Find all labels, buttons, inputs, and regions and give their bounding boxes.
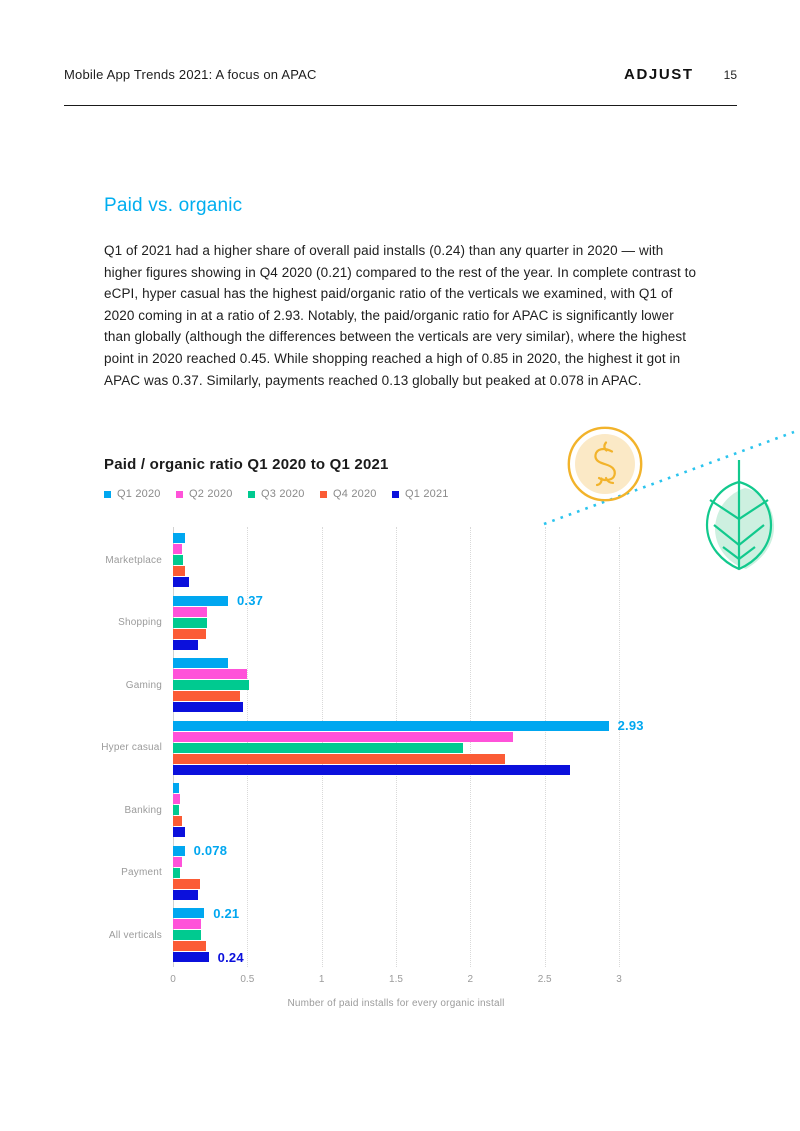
bar <box>173 816 182 826</box>
bar <box>173 941 206 951</box>
bar <box>173 805 179 815</box>
bar <box>173 721 609 731</box>
bar <box>173 577 189 587</box>
bar-line <box>173 533 189 543</box>
bar-line <box>173 629 263 639</box>
bar-line <box>173 607 263 617</box>
bar-line <box>173 680 249 690</box>
chart-row <box>0 843 800 900</box>
bar-line <box>173 919 244 929</box>
bar-line <box>173 555 189 565</box>
legend-swatch <box>176 491 183 498</box>
bar-value-label: 0.21 <box>213 905 240 921</box>
bar-line <box>173 765 644 775</box>
bar <box>173 846 185 856</box>
bar-group <box>173 783 185 837</box>
bar-line <box>173 566 189 576</box>
bar <box>173 827 185 837</box>
legend-swatch <box>248 491 255 498</box>
legend-item <box>104 488 162 500</box>
x-axis-ticks <box>0 974 800 988</box>
bar-line <box>173 577 189 587</box>
bar <box>173 702 243 712</box>
bar-line <box>173 794 185 804</box>
header-right <box>624 66 737 83</box>
bar <box>173 908 204 918</box>
bar <box>173 868 180 878</box>
chart-row <box>0 718 800 775</box>
dollar-coin-icon <box>566 425 644 503</box>
bar-line <box>173 905 244 921</box>
bar-line <box>173 879 227 889</box>
bar-line <box>173 754 644 764</box>
legend-label: Q1 2021 <box>405 488 449 500</box>
bar <box>173 783 179 793</box>
bar-line <box>173 816 185 826</box>
bar <box>173 629 206 639</box>
bar <box>173 857 182 867</box>
legend-swatch <box>104 491 111 498</box>
bar <box>173 879 200 889</box>
bar <box>173 754 505 764</box>
report-title: Mobile App Trends 2021: A focus on APAC <box>64 67 317 82</box>
x-axis-title: Number of paid installs for every organic install <box>287 998 505 1009</box>
bar-line <box>173 783 185 793</box>
bar-line <box>173 718 644 733</box>
bar-line <box>173 743 644 753</box>
dotted-trend-line <box>538 424 800 530</box>
bar-line <box>173 691 249 701</box>
x-tick-label: 2.5 <box>537 974 552 985</box>
category-label: Shopping <box>118 617 162 628</box>
bar <box>173 555 183 565</box>
legend-label: Q4 2020 <box>333 488 377 500</box>
legend-item <box>320 488 378 500</box>
category-label: Payment <box>121 867 162 878</box>
bar-chart <box>0 530 800 1030</box>
bar <box>173 658 228 668</box>
bar-group <box>173 905 244 965</box>
bar <box>173 607 207 617</box>
category-label: Gaming <box>125 679 162 691</box>
bar <box>173 691 240 701</box>
bar-group <box>173 658 249 712</box>
bar <box>173 743 463 753</box>
chart-legend <box>104 488 450 500</box>
x-tick-label: 1 <box>318 974 325 985</box>
category-label: Marketplace <box>105 554 162 566</box>
bar-line <box>173 868 227 878</box>
legend-swatch <box>392 491 399 498</box>
bar-value-label: 2.93 <box>617 718 644 733</box>
bar-group <box>173 593 264 650</box>
bar-line <box>173 618 263 628</box>
bar <box>173 640 198 650</box>
bar-line <box>173 593 264 608</box>
bar-line <box>173 805 185 815</box>
legend-item <box>176 488 234 500</box>
x-tick-label: 0.5 <box>240 974 255 985</box>
bar <box>173 732 513 742</box>
bar-line <box>173 843 228 858</box>
bar <box>173 919 201 929</box>
bar-line <box>173 658 249 668</box>
bar <box>173 890 198 900</box>
legend-label: Q1 2020 <box>117 488 161 500</box>
bar-line <box>173 544 189 554</box>
bar-value-label: 0.37 <box>237 593 264 608</box>
page-header <box>64 66 737 83</box>
chart-row <box>0 905 800 965</box>
chart-title: Paid / organic ratio Q1 2020 to Q1 2021 <box>104 456 389 473</box>
chart-row <box>0 533 800 587</box>
bar-value-label: 0.24 <box>217 949 244 965</box>
chart-rows <box>0 530 800 965</box>
legend-label: Q2 2020 <box>189 488 233 500</box>
category-label: Banking <box>124 804 162 816</box>
bar <box>173 952 209 962</box>
bar-group <box>173 843 228 900</box>
x-tick-label: 0 <box>170 974 176 985</box>
bar-line <box>173 930 244 940</box>
legend-label: Q3 2020 <box>261 488 305 500</box>
page-number: 15 <box>723 67 737 82</box>
bar <box>173 765 570 775</box>
bar-line <box>173 640 263 650</box>
category-label: Hyper casual <box>101 742 162 753</box>
x-tick-label: 2 <box>467 974 474 985</box>
bar-line <box>173 732 644 742</box>
bar-group <box>173 718 644 775</box>
chart-row <box>0 593 800 650</box>
x-tick-label: 1.5 <box>389 974 403 985</box>
header-divider <box>64 105 737 106</box>
bar-line <box>173 857 227 867</box>
bar <box>173 618 207 628</box>
chart-row <box>0 658 800 712</box>
bar-line <box>173 949 244 965</box>
bar <box>173 544 182 554</box>
bar <box>173 596 228 606</box>
bar <box>173 533 185 543</box>
bar-line <box>173 669 249 679</box>
bar-value-label: 0.078 <box>193 843 228 858</box>
x-tick-label: 3 <box>616 974 622 985</box>
bar <box>173 669 247 679</box>
bar-group <box>173 533 189 587</box>
bar-line <box>173 890 227 900</box>
bar <box>173 794 180 804</box>
legend-item <box>248 488 306 500</box>
bar <box>173 680 249 690</box>
chart-row <box>0 783 800 837</box>
adjust-logo: ADJUST <box>624 66 694 83</box>
body-paragraph: Q1 of 2021 had a higher share of overall paid installs (0.24) than any quarter in 2020 — with higher figures showing in Q4 2020 (0.21) compared to the rest of the year. In complete contrast to eCPI, hyper casual has the highest paid/organic ratio of the verticals we examined, with Q1 of 2020 coming in at a ratio of 2.93. Notably, the paid/organic ratio for APAC is significantly lower than globally (although the differences between the verticals are very similar), where the highest point in 2020 reached 0.45. While shopping reached a high of 0.85 in 2020, the highest it got in APAC was 0.37. Similarly, payments reached 0.13 globally but peaked at 0.078 in APAC. <box>104 243 697 388</box>
category-label: All verticals <box>108 929 162 941</box>
section-heading: Paid vs. organic <box>104 195 243 216</box>
legend-item <box>392 488 450 500</box>
legend-swatch <box>320 491 327 498</box>
bar <box>173 930 201 940</box>
bar-line <box>173 702 249 712</box>
bar-line <box>173 827 185 837</box>
bar <box>173 566 185 576</box>
